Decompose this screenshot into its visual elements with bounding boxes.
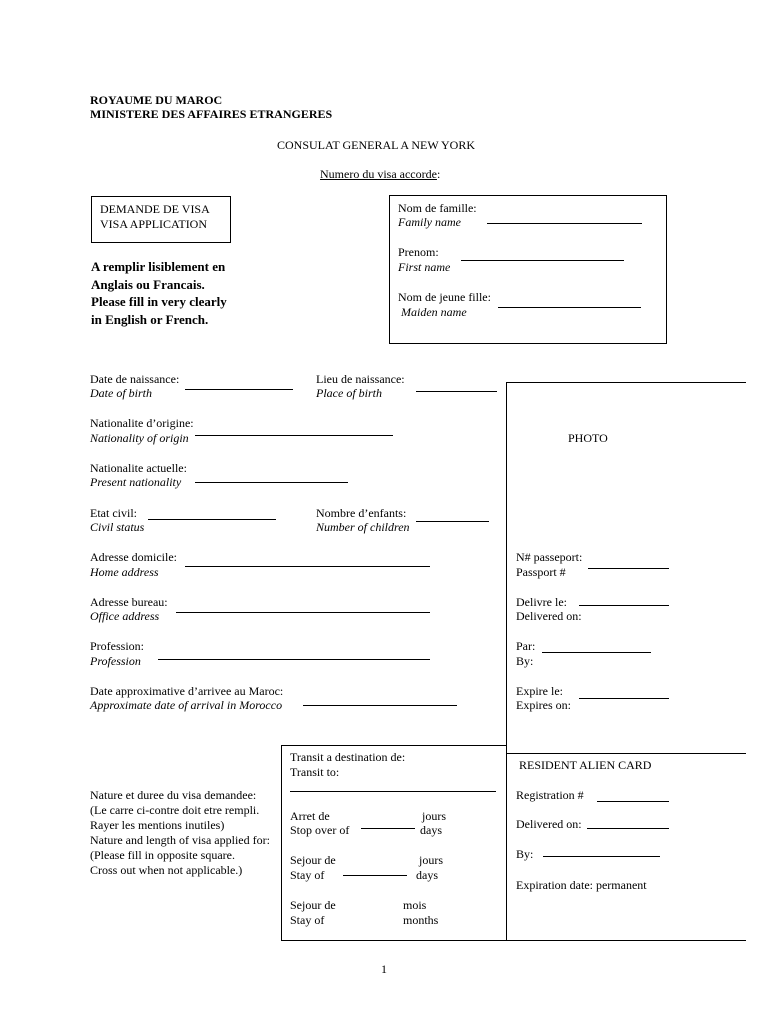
office-address-label-fr: Adresse bureau: (90, 595, 168, 609)
passport-delivered-field[interactable] (579, 605, 669, 606)
first-name-label-en: First name (398, 260, 451, 274)
transit-destination-field[interactable] (290, 791, 496, 792)
resident-delivered-field[interactable] (587, 828, 669, 829)
stay-days-field[interactable] (343, 875, 407, 876)
stay-days: days (416, 868, 438, 882)
pob-field[interactable] (416, 391, 497, 392)
family-name-label-en: Family name (398, 215, 461, 229)
stopover-label-en: Stop over of (290, 823, 350, 837)
stopover-jours: jours (422, 809, 446, 823)
visa-number-label (320, 167, 440, 182)
visa-type-line-4: Nature and length of visa applied for: (90, 833, 270, 847)
stay-months-label-en: Stay of (290, 913, 325, 927)
passport-expires-field[interactable] (579, 698, 669, 699)
office-address-field[interactable] (176, 612, 430, 613)
family-name-field[interactable] (487, 223, 642, 224)
maiden-name-label-en: Maiden name (401, 305, 467, 319)
resident-delivered-label: Delivered on: (516, 817, 582, 831)
home-address-label-en: Home address (90, 565, 159, 579)
passport-number-label-en: Passport # (516, 565, 566, 579)
stopover-days-field[interactable] (361, 828, 415, 829)
page-number: 1 (381, 962, 387, 976)
visa-type-line-1: Nature et duree du visa demandee: (90, 788, 257, 802)
transit-label-fr: Transit a destination de: (290, 750, 406, 764)
instruction-line-4: in English or French. (91, 311, 209, 327)
stopover-days: days (420, 823, 442, 837)
children-label-fr: Nombre d’enfants: (316, 506, 407, 520)
resident-by-label: By: (516, 847, 534, 861)
pob-label-en: Place of birth (316, 386, 382, 400)
maiden-name-field[interactable] (498, 307, 641, 308)
profession-label-en: Profession (90, 654, 141, 668)
right-column-divider (506, 382, 507, 941)
lower-section-bottom (281, 940, 746, 941)
home-address-label-fr: Adresse domicile: (90, 550, 177, 564)
nat-present-field[interactable] (195, 482, 348, 483)
expiration-label: Expiration date: permanent (516, 878, 647, 892)
nat-present-label-fr: Nationalite actuelle: (90, 461, 187, 475)
arrival-date-field[interactable] (303, 705, 457, 706)
children-field[interactable] (416, 521, 489, 522)
family-name-label-fr: Nom de famille: (398, 201, 477, 215)
home-address-field[interactable] (185, 566, 430, 567)
nat-origin-label-fr: Nationalite d’origine: (90, 416, 194, 430)
stopover-label-fr: Arret de (290, 809, 330, 823)
resident-card-title: RESIDENT ALIEN CARD (519, 758, 652, 772)
title-fr: DEMANDE DE VISA (100, 202, 210, 216)
civil-status-field[interactable] (148, 519, 276, 520)
registration-label: Registration # (516, 788, 584, 802)
passport-number-label-fr: N# passeport: (516, 550, 583, 564)
resident-card-top (506, 753, 746, 754)
visa-type-line-3: Rayer les mentions inutiles) (90, 818, 225, 832)
visa-type-line-6: Cross out when not applicable.) (90, 863, 243, 877)
visa-type-line-5: (Please fill in opposite square. (90, 848, 235, 862)
stay-months: months (403, 913, 439, 927)
photo-box-top (506, 382, 746, 383)
children-label-en: Number of children (316, 520, 410, 534)
passport-delivered-label-en: Delivered on: (516, 609, 582, 623)
nat-present-label-en: Present nationality (90, 475, 182, 489)
passport-expires-label-fr: Expire le: (516, 684, 563, 698)
profession-field[interactable] (158, 659, 430, 660)
office-address-label-en: Office address (90, 609, 160, 623)
nat-origin-label-en: Nationality of origin (90, 431, 189, 445)
stay-months-label-fr: Sejour de (290, 898, 336, 912)
maiden-name-label-fr: Nom de jeune fille: (398, 290, 491, 304)
passport-by-label-fr: Par: (516, 639, 536, 653)
profession-label-fr: Profession: (90, 639, 144, 653)
arrival-date-label-fr: Date approximative d’arrivee au Maroc: (90, 684, 284, 698)
first-name-label-fr: Prenom: (398, 245, 439, 259)
registration-field[interactable] (597, 801, 669, 802)
passport-by-label-en: By: (516, 654, 534, 668)
passport-by-field[interactable] (542, 652, 651, 653)
arrival-date-label-en: Approximate date of arrival in Morocco (90, 698, 283, 712)
stay-jours: jours (419, 853, 443, 867)
dob-label-en: Date of birth (90, 386, 152, 400)
stay-days-label-fr: Sejour de (290, 853, 336, 867)
ministry-heading: MINISTERE DES AFFAIRES ETRANGERES (90, 107, 333, 121)
stay-days-label-en: Stay of (290, 868, 325, 882)
kingdom-heading: ROYAUME DU MAROC (90, 93, 223, 107)
instruction-line-2: Anglais ou Francais. (91, 276, 205, 292)
civil-status-label-fr: Etat civil: (90, 506, 137, 520)
civil-status-label-en: Civil status (90, 520, 145, 534)
dob-label-fr: Date de naissance: (90, 372, 180, 386)
photo-label: PHOTO (568, 431, 608, 445)
instruction-line-3: Please fill in very clearly (91, 294, 227, 309)
visa-number-label-text: Numero du visa accorde (320, 167, 437, 181)
resident-by-field[interactable] (543, 856, 660, 857)
transit-label-en: Transit to: (290, 765, 340, 779)
pob-label-fr: Lieu de naissance: (316, 372, 405, 386)
passport-delivered-label-fr: Delivre le: (516, 595, 567, 609)
visa-number-colon: : (436, 167, 441, 181)
consulate-heading: CONSULAT GENERAL A NEW YORK (277, 138, 476, 152)
instruction-line-1: A remplir lisiblement en (91, 259, 226, 274)
dob-field[interactable] (185, 389, 293, 390)
transit-box-left (281, 745, 282, 941)
transit-box-top (281, 745, 506, 746)
stay-mois: mois (403, 898, 427, 912)
visa-type-line-2: (Le carre ci-contre doit etre rempli. (90, 803, 260, 817)
nat-origin-field[interactable] (195, 435, 393, 436)
title-en: VISA APPLICATION (100, 217, 208, 231)
passport-expires-label-en: Expires on: (516, 698, 571, 712)
passport-number-field[interactable] (588, 568, 669, 569)
first-name-field[interactable] (461, 260, 624, 261)
